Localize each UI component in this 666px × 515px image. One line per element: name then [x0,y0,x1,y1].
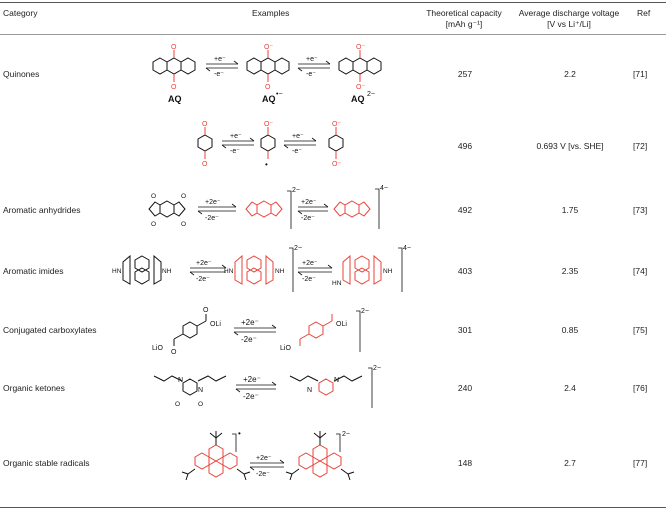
bracket-4a [289,248,293,292]
arrow-4a-plus: +2e⁻ [196,260,212,267]
row-4-capacity: 403 [457,266,473,276]
anh-tetraanion-charge: 4− [380,185,388,192]
radical-neutral-structure [195,445,237,477]
row-5-category: Conjugated carboxylates [3,325,97,335]
arrow-2b-minus: -e⁻ [292,148,302,155]
anh-o-1: O [151,193,157,200]
radical-dianion-tbutyl [286,431,354,480]
bracket-3a [287,191,291,229]
row-5-voltage: 0.85 [561,325,579,335]
header-capacity-line1: Theoretical capacity [426,8,502,18]
anh-dianion-charge: 2− [292,187,300,194]
bracket-5 [356,311,360,352]
row-1-capacity: 257 [457,69,473,79]
bq-dianion-o-bottom: O⁻ [332,161,342,168]
arrow-4a-minus: -2e⁻ [196,276,210,283]
header-category: Category [3,8,38,18]
carboxylate-dianion-structure [300,314,332,346]
bq-dianion-o-top: O⁻ [332,121,342,128]
carb-oli: OLi [210,321,221,328]
bracket-6 [368,368,372,408]
carb-dianion-lio: LiO [280,345,291,352]
header-capacity-line2: [mAh g⁻¹] [445,19,483,29]
aq-label: AQ [168,94,182,104]
ketone-dianion-charge: 2− [373,365,381,372]
row-2-ref: [72] [633,141,648,151]
aq-o-top: O [171,44,177,51]
imide-hn: HN [112,268,122,275]
bracket-7a [232,434,236,452]
imide-dianion-hn: HN [224,268,234,275]
aq-dianion-sup: 2− [367,91,375,98]
imide-dianion-structure [235,256,273,284]
anhydride-neutral-structure [149,201,185,217]
bq-o-bottom: O [202,161,208,168]
arrow-5-plus: +2e⁻ [241,318,259,327]
arrow-5-minus: -2e⁻ [241,335,257,344]
carb-dianion-charge: 2− [361,308,369,315]
header-voltage-line2: [V vs Li⁺/Li] [547,19,591,29]
carb-o-bottom: O [171,349,177,356]
anh-o-2: O [181,193,187,200]
imide-dianion-nh: NH [275,268,285,275]
bq-radical-dot: • [265,160,268,169]
row-7-category: Organic stable radicals [3,458,90,468]
aq-radical-sup: •− [276,91,283,98]
row-5-capacity: 301 [457,325,473,335]
ketone-dianion-structure [319,379,333,395]
arrow-3a-plus: +2e⁻ [205,199,221,206]
arrow-7-minus: -2e⁻ [256,471,270,478]
header-ref: Ref [637,8,651,18]
arrow-2a-minus: -e⁻ [230,148,240,155]
imide-tetraanion-hn: HN [332,280,342,287]
row-4-voltage: 2.35 [561,266,579,276]
anh-o-3: O [151,221,157,228]
bq-radical-o-top: O⁻ [264,121,274,128]
aq-dianion-label: AQ [351,94,365,104]
row-3-category: Aromatic anhydrides [3,205,81,215]
ketone-dianion-n-left: N [307,387,313,394]
arrow-3a-minus: -2e⁻ [205,215,219,222]
arrow-1a-minus: -e⁻ [214,71,224,78]
row-3-voltage: 1.75 [561,205,579,215]
row-1-category: Quinones [3,69,40,79]
arrow-4b-plus: +2e⁻ [302,260,318,267]
aq-radical-label: AQ [262,94,276,104]
imide-tetraanion-structure [343,256,381,284]
ketone-o-2: O [198,401,204,408]
aq-o-bottom: O [171,84,177,91]
anhydride-dianion-structure [246,201,282,217]
arrow-1a-plus: +e⁻ [214,56,226,63]
arrow-1b-minus: -e⁻ [306,71,316,78]
row-7-capacity: 148 [457,458,473,468]
header-examples: Examples [252,8,290,18]
arrow-1b-plus: +e⁻ [306,56,318,63]
row-2-capacity: 496 [457,141,473,151]
radical-dianion-structure [299,445,341,477]
bracket-4b [398,248,402,292]
radical-dianion-charge: 2− [342,431,350,438]
row-3-ref: [73] [633,205,648,215]
anh-o-4: O [181,221,187,228]
imide-nh: NH [162,268,172,275]
row-6-category: Organic ketones [3,383,65,393]
bracket-7b [336,434,340,452]
bq-o-top: O [202,121,208,128]
row-5-ref: [75] [633,325,648,335]
ketone-neutral-structure [154,376,226,395]
row-4-category: Aromatic imides [3,266,64,276]
imide-dianion-charge: 2− [294,245,302,252]
anhydride-tetraanion-structure [334,201,370,217]
aq-radical-o-bottom: O [265,84,271,91]
ketone-dianion-n-right: N [334,377,340,384]
radical-neutral-tbutyl [182,431,250,480]
radical-neutral-dot: • [238,429,241,438]
arrow-6-plus: +2e⁻ [243,375,261,384]
anthraquinone-neutral-structure [153,50,195,82]
row-2-voltage: 0.693 V [vs. SHE] [536,141,604,151]
anthraquinone-dianion-structure [339,50,381,82]
row-6-capacity: 240 [457,383,473,393]
anthraquinone-radical-structure [247,50,289,82]
row-7-ref: [77] [633,458,648,468]
row-1-ref: [71] [633,69,648,79]
carb-dianion-oli: OLi [336,321,347,328]
header-voltage-line1: Average discharge voltage [518,8,620,18]
aq-dianion-o-top: O⁻ [356,44,366,51]
benzoquinone-dianion-structure [329,127,343,159]
arrow-3b-plus: +2e⁻ [301,199,317,206]
row-7-voltage: 2.7 [564,458,576,468]
arrow-7-plus: +2e⁻ [256,455,272,462]
arrow-6-minus: -2e⁻ [243,392,259,401]
ketone-o-1: O [175,401,181,408]
ketone-n-left: N [178,377,184,384]
row-1-voltage: 2.2 [564,69,576,79]
aq-dianion-o-bottom: O⁻ [356,84,366,91]
bracket-3b [375,189,379,229]
arrow-4b-minus: -2e⁻ [302,276,316,283]
arrow-2a-plus: +e⁻ [230,133,242,140]
imide-neutral-structure [123,256,161,284]
imide-tetraanion-nh: NH [383,268,393,275]
ketone-n-right: N [198,387,204,394]
row-3-capacity: 492 [457,205,473,215]
benzoquinone-neutral-structure [198,127,212,159]
aq-radical-o-top: O⁻ [264,44,274,51]
arrow-2b-plus: +e⁻ [292,133,304,140]
row-6-ref: [76] [633,383,648,393]
row-6-voltage: 2.4 [564,383,576,393]
row-4-ref: [74] [633,266,648,276]
imide-tetraanion-charge: 4− [403,245,411,252]
carb-o-top: O [203,307,209,314]
carb-lio: LiO [152,345,163,352]
arrow-3b-minus: -2e⁻ [301,215,315,222]
benzoquinone-radical-structure [261,127,275,159]
carboxylate-neutral-structure [174,314,206,346]
